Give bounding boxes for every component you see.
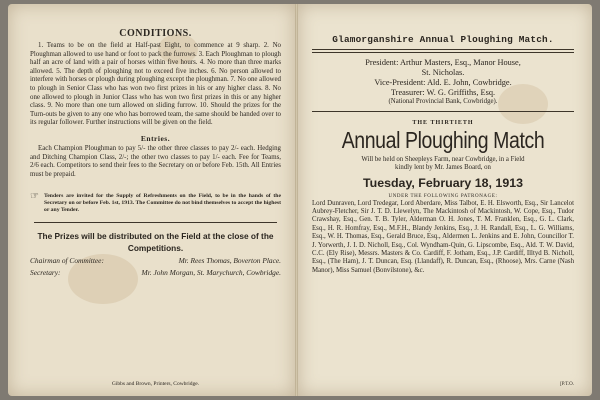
entries-heading: Entries. bbox=[140, 133, 171, 143]
president-place: St. Nicholas. bbox=[421, 68, 465, 77]
organization-title: Glamorganshire Annual Ploughing Match. bbox=[332, 34, 554, 45]
vice-president-line: Vice-President: Ald. E. John, Cowbridge. bbox=[374, 78, 512, 87]
right-page bbox=[298, 4, 592, 396]
event-date: Tuesday, February 18, 1913 bbox=[362, 175, 523, 190]
pointing-hand-icon: ☞ bbox=[30, 191, 39, 203]
treasurer-line: Treasurer: W. G. Griffiths, Esq. bbox=[390, 88, 496, 97]
edition-label: THE THIRTIETH bbox=[412, 119, 474, 126]
divider bbox=[34, 222, 277, 223]
left-page bbox=[8, 4, 295, 396]
prizes-notice: The Prizes will be distributed on the Field at the close of the Competitions. bbox=[37, 231, 274, 253]
conditions-heading: CONDITIONS. bbox=[119, 28, 192, 39]
tender-text: Tenders are invited for the Supply of Refreshments on the Field, to be in the hands of the Secretary on or before Feb. 1st, 1913. The Committee do not bind themselves to accept the highest or any Tender. bbox=[44, 193, 282, 213]
conditions-text: 1. Teams to be on the field at Half-past Eight, to commence at 9 sharp. 2. No Ploughman allowed to use hand or foot to pack the furrows. 3. Each Ploughman to plough half an acre of land with a pair of horses within five hours. 4. No more than three marks allowed. 5. The depth of ploughing not to exceed five inches. 6. No person allowed to interfere with horses or plough during ploughing except the ploughman. 7. No one allowed to plough in Senior Class who has won two first prizes in his or any higher class. 8. No one allowed to plough in Junior Class who has won two first prizes in this or any higher class. 9. No more than one turn allowed on sliding furrow. 10. Should the prizes for the Turn-outs be given to any one who has borrowed team, the same should be handed over to its regular follower. Further instructions will be given on the field. bbox=[30, 42, 281, 127]
chairman-label: Chairman of Committee: bbox=[30, 256, 104, 266]
chairman-line bbox=[30, 256, 281, 266]
chairman-name: Mr. Rees Thomas, Boverton Place. bbox=[178, 256, 281, 266]
divider bbox=[312, 111, 574, 112]
secretary-line bbox=[30, 268, 281, 278]
secretary-label: Secretary: bbox=[30, 268, 61, 278]
venue-line: Will be held on Sheepleys Farm, near Cowbridge, in a Field bbox=[361, 155, 525, 163]
venue-line-2: kindly lent by Mr. James Board, on bbox=[395, 164, 491, 171]
patron-list: Lord Dunraven, Lord Tredegar, Lord Aberdare, Miss Talbot, E. H. Elsworth, Esq., Sir Lancelot Aubrey-Fletcher, Sir J. T. D. Llewelyn, The Mackintosh of Mackintosh, W. Cope, Esq., Tudor Crawshay, Esq., Gen. T. B. Tyler, Alderman O. H. Jones, T. M. Franklen, Esq., G. L. Clark, Esq., H. R. Homfray, Esq., M.F.H., Blandy Jenkins, Esq., J. H. Randall, Esq., L. G. Williams, Esq., W. H. Thomas, Esq., Gerald Bruce, Esq., Aldermen L. Jenkins and E. John, Councillor T. J. Yorwerth, J. I. D. Nicholl, Esq., Col. Wyndham-Quin, G. Lipscombe, Esq., Ald. T. W. David, C.C. (Ely Rise), Messrs. Masters & Co. Cardiff, F. Jotham, Esq., J.P. Cardiff, Illtyd B. Nicholl, Esq., (The Ham), J. T. Duncan, Esq. (Llandaff), R. Duncan, Esq., (Rhoose), Mrs. Carne (Nash Manor), Miss Samuel (Bonvilstone), &c. bbox=[312, 199, 574, 274]
president-line: President: Arthur Masters, Esq., Manor House, bbox=[365, 58, 521, 67]
event-title: Annual Ploughing Match bbox=[341, 127, 545, 154]
entries-text: Each Champion Ploughman to pay 5/- the other three classes to pay 2/- each. Hedging and Ditching Champion Class, 2/-; the other two classes to pay 1/- each. Fee for Teams, 2/6 each. Competitors to send their fees to the Secretary on or before Feb. 15th. All Entries must be prepaid. bbox=[30, 144, 281, 178]
secretary-name: Mr. John Morgan, St. Marychurch, Cowbridge. bbox=[141, 268, 281, 278]
printer-credit: Gibbs and Brown, Printers, Cowbridge. bbox=[111, 381, 200, 387]
patronage-heading: UNDER THE FOLLOWING PATRONAGE: bbox=[388, 193, 498, 199]
bank-line: (National Provincial Bank, Cowbridge). bbox=[388, 98, 498, 105]
double-divider bbox=[312, 49, 574, 53]
tender-notice bbox=[30, 193, 281, 213]
please-turn-over: [P.T.O. bbox=[560, 382, 574, 387]
